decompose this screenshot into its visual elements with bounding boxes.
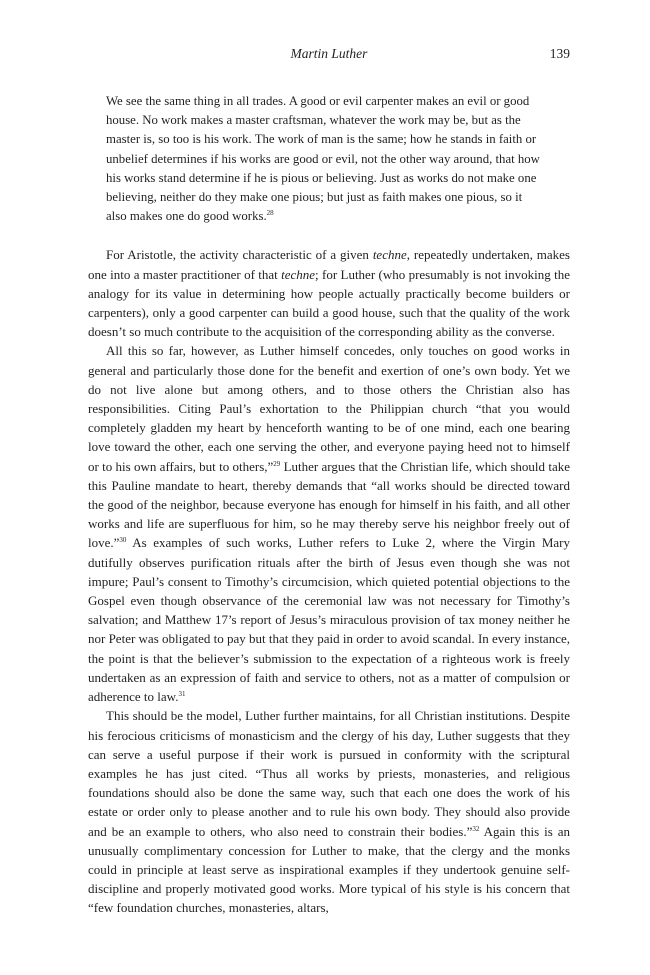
footnote-marker: 30 (119, 536, 127, 545)
paragraph-text: Luther argues that the Christian life, which should take this Pauline mandate to heart, thereby demands that “all works should be directed toward the good of the neighbor, because everyone has enough for himself in his faith, and all other works and life are superfluous for him, so he may thereby serve his neighbor freely out of love.” (88, 458, 570, 551)
paragraph-text: Again this is an unusually complimentary concession for Luther to make, that the clergy and the monks could in principle at least serve as inspirational examples if they undertook genuine self-discipline and properly motivated good works. More typical of his style is his concern that “few foundation churches, monasteries, altars, (88, 823, 570, 916)
paragraph-text: As examples of such works, Luther refers to Luke 2, where the Virgin Mary dutifully observes purification rituals after the birth of Jesus even though she was not impure; Paul’s consent to Timothy’s circumcision, which quieted potential objections to the Gospel even though observance of the ceremonial law was not necessary for Timothy’s salvation; and Matthew 17’s report of Jesus’s miraculous provision of tax money neither he nor Peter was obligated to pay but that they paid in order to avoid scandal. In every instance, the point is that the believer’s submission to the expectation of a righteous work is freely undertaken as an expression of faith and service to others, not as a matter of compulsion or adherence to law. (88, 535, 570, 705)
italic-term: techne (281, 266, 316, 282)
paragraph-text: ; for Luther (who presumably is not invoking the analogy for its value in determining how people actually practically become builders or carpenters), only a good carpenter can build a good house, such that the quality of the work doesn’t so much contribute to the acquisition of the corresponding ability as the converse. (88, 266, 571, 340)
block-quote (106, 92, 544, 226)
paragraph-neighbor (88, 341, 570, 706)
paragraph-text: This should be the model, Luther further maintains, for all Christian institutions. Despite his ferocious criticisms of monasticism and the clergy of his day, Luther suggests that they can serve a useful purpose if their work is pursued in conformity with the scriptural examples he has just cited. “Thus all works by priests, monasteries, and religious foundations should also be done the same way, such that each one does the work of his estate or order only to please another and to rule his own body. They should also provide and be an example to others, who also need to constrain their bodies.” (88, 708, 570, 839)
page-number: 139 (549, 46, 570, 61)
quote-text: We see the same thing in all trades. A good or evil carpenter makes an evil or good house. No work makes a master craftsman, whatever the work may be, but as the master is, so too is his work. The work of man is the same; how he stands in faith or unbelief determines if his works are good or evil, not the other way around, that how his works stand determine if he is pious or believing. Just as works do not make one believing, neither do they make one pious; but just as faith makes one pious, so it also makes one do good works. (106, 94, 540, 224)
paragraph-text: For Aristotle, the activity characteristic of a given (106, 247, 373, 263)
paragraph-text: All this so far, however, as Luther himself concedes, only touches on good works in general and particularly those done for the benefit and exertion of one’s own body. Yet we do not live alone but among others, and to those others the Christian also has responsibilities. Citing Paul’s exhortation to the Philippian church “that you would completely gladden my heart by henceforth wanting to be of one mind, each one bearing love toward the other, each one serving the other, and everyone paying heed not to himself or to his own affairs, but to others,” (88, 343, 570, 474)
paragraph-aristotle (88, 245, 570, 341)
running-head (88, 46, 570, 66)
paragraph-text: , repeatedly undertaken, makes one into a master practitioner of that (88, 247, 570, 282)
italic-term: techne (372, 247, 407, 263)
footnote-marker: 28 (266, 209, 274, 218)
paragraph-institutions (88, 706, 570, 917)
footnote-marker: 29 (273, 459, 281, 468)
body-text (88, 92, 570, 918)
footnote-marker: 31 (178, 690, 186, 699)
footnote-marker: 32 (472, 824, 480, 833)
running-title: Martin Luther (290, 46, 368, 61)
